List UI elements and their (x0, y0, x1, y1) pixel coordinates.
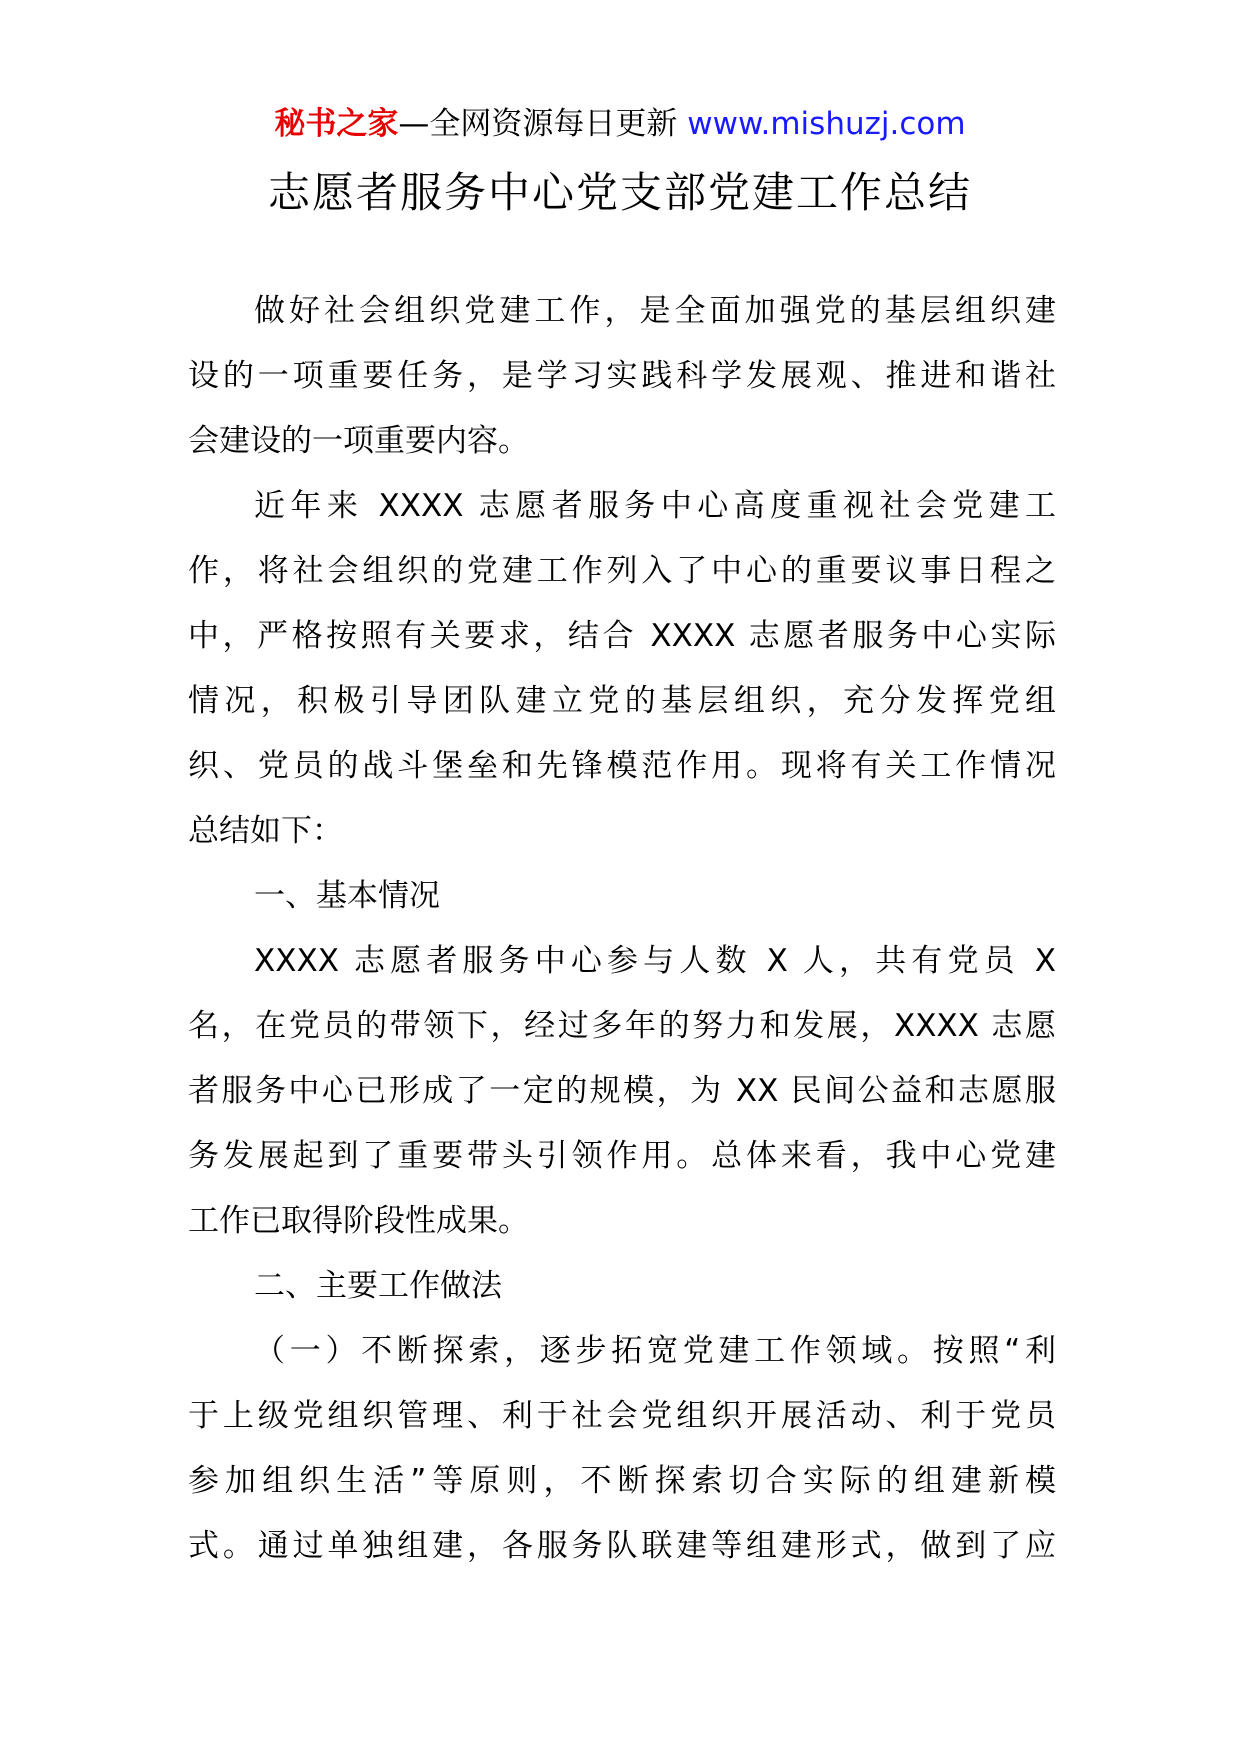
paragraph-line: 情况，积极引导团队建立党的基层组织，充分发挥党组 (188, 683, 1056, 719)
paragraph-line: 会建设的一项重要内容。 (188, 423, 529, 459)
paragraph-line: 务发展起到了重要带头引领作用。总体来看，我中心党建 (188, 1138, 1056, 1174)
paragraph-line: 式。通过单独组建，各服务队联建等组建形式，做到了应 (188, 1528, 1056, 1564)
paragraph-line: 做好社会组织党建工作，是全面加强党的基层组织建 (254, 293, 1056, 329)
document-body (188, 291, 1056, 1591)
paragraph-line: 中，严格按照有关要求，结合 XXXX 志愿者服务中心实际 (188, 618, 1056, 654)
paragraph-line: 作，将社会组织的党建工作列入了中心的重要议事日程之 (188, 553, 1056, 589)
paragraph-line: （一）不断探索，逐步拓宽党建工作领域。按照“利 (254, 1333, 1056, 1369)
site-tagline: —全网资源每日更新 (398, 106, 678, 142)
section-heading: 二、主要工作做法 (254, 1268, 502, 1304)
paragraph-line: XXXX 志愿者服务中心参与人数 X 人，共有党员 X (254, 943, 1056, 979)
paragraph-line: 于上级党组织管理、利于社会党组织开展活动、利于党员 (188, 1398, 1056, 1434)
paragraph-line: 总结如下： (188, 813, 343, 849)
paragraph-line: 织、党员的战斗堡垒和先锋模范作用。现将有关工作情况 (188, 748, 1056, 784)
paragraph-line: 者服务中心已形成了一定的规模，为 XX 民间公益和志愿服 (188, 1073, 1056, 1109)
document-title: 志愿者服务中心党支部党建工作总结 (267, 168, 972, 217)
site-brand: 秘书之家 (274, 106, 399, 142)
paragraph-line: 参加组织生活”等原则，不断探索切合实际的组建新模 (188, 1463, 1056, 1499)
paragraph-line: 近年来 XXXX 志愿者服务中心高度重视社会党建工 (254, 488, 1056, 524)
paragraph-line: 工作已取得阶段性成果。 (188, 1203, 529, 1239)
section-heading: 一、基本情况 (254, 878, 440, 914)
site-url-link[interactable]: www.mishuzj.com (687, 106, 966, 142)
paragraph-line: 设的一项重要任务，是学习实践科学发展观、推进和谐社 (188, 358, 1056, 394)
site-header (0, 102, 1240, 146)
paragraph-line: 名，在党员的带领下，经过多年的努力和发展，XXXX 志愿 (188, 1008, 1056, 1044)
